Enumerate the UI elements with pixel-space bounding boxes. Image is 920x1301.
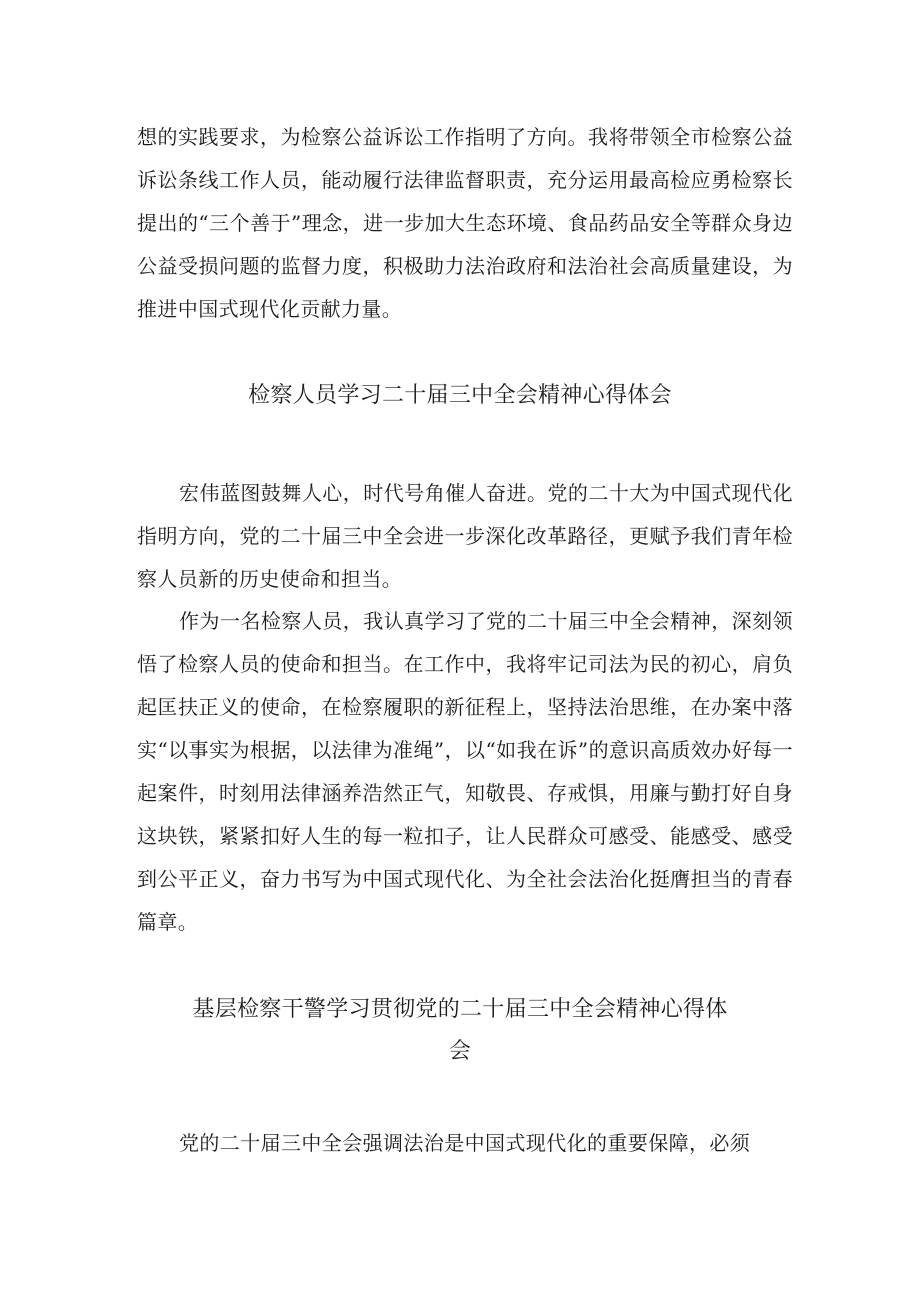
paragraph-body: 作为一名检察人员，我认真学习了党的二十届三中全会精神，深刻领悟了检察人员的使命和担当。在工作中，我将牢记司法为民的初心，肩负起匡扶正义的使命，在检察履职的新征程上，坚持法治思维，在办案中落实“以事实为根据，以法律为准绳”，以“如我在诉”的意识高质效办好每一起案件，时刻用法律涵养浩然正气，知敬畏、存戒惧，用廉与勤打好自身这块铁，紧紧扣好人生的每一粒扣子，让人民群众可感受、能感受、感受到公平正义，奋力书写为中国式现代化、为全社会法治化挺膺担当的青春篇章。 (137, 609, 793, 934)
paragraph-intro: 宏伟蓝图鼓舞人心，时代号角催人奋进。党的二十大为中国式现代化指明方向，党的二十届三中全会进一步深化改革路径，更赋予我们青年检察人员新的历史使命和担当。 (137, 481, 793, 591)
section-heading-1: 检察人员学习二十届三中全会精神心得体会 (248, 383, 672, 408)
paragraph-continuation: 想的实践要求，为检察公益诉讼工作指明了方向。我将带领全市检察公益诉讼条线工作人员，能动履行法律监督职责，充分运用最高检应勇检察长提出的“三个善于”理念，进一步加大生态环境、食品药品安全等群众身边公益受损问题的监督力度，积极助力法治政府和法治社会高质量建设，为推进中国式现代化贡献力量。 (137, 125, 793, 321)
paragraph-start: 党的二十届三中全会强调法治是中国式现代化的重要保障，必须 (179, 1131, 751, 1155)
section-heading-2: 基层检察干警学习贯彻党的二十届三中全会精神心得体会 (192, 997, 728, 1064)
